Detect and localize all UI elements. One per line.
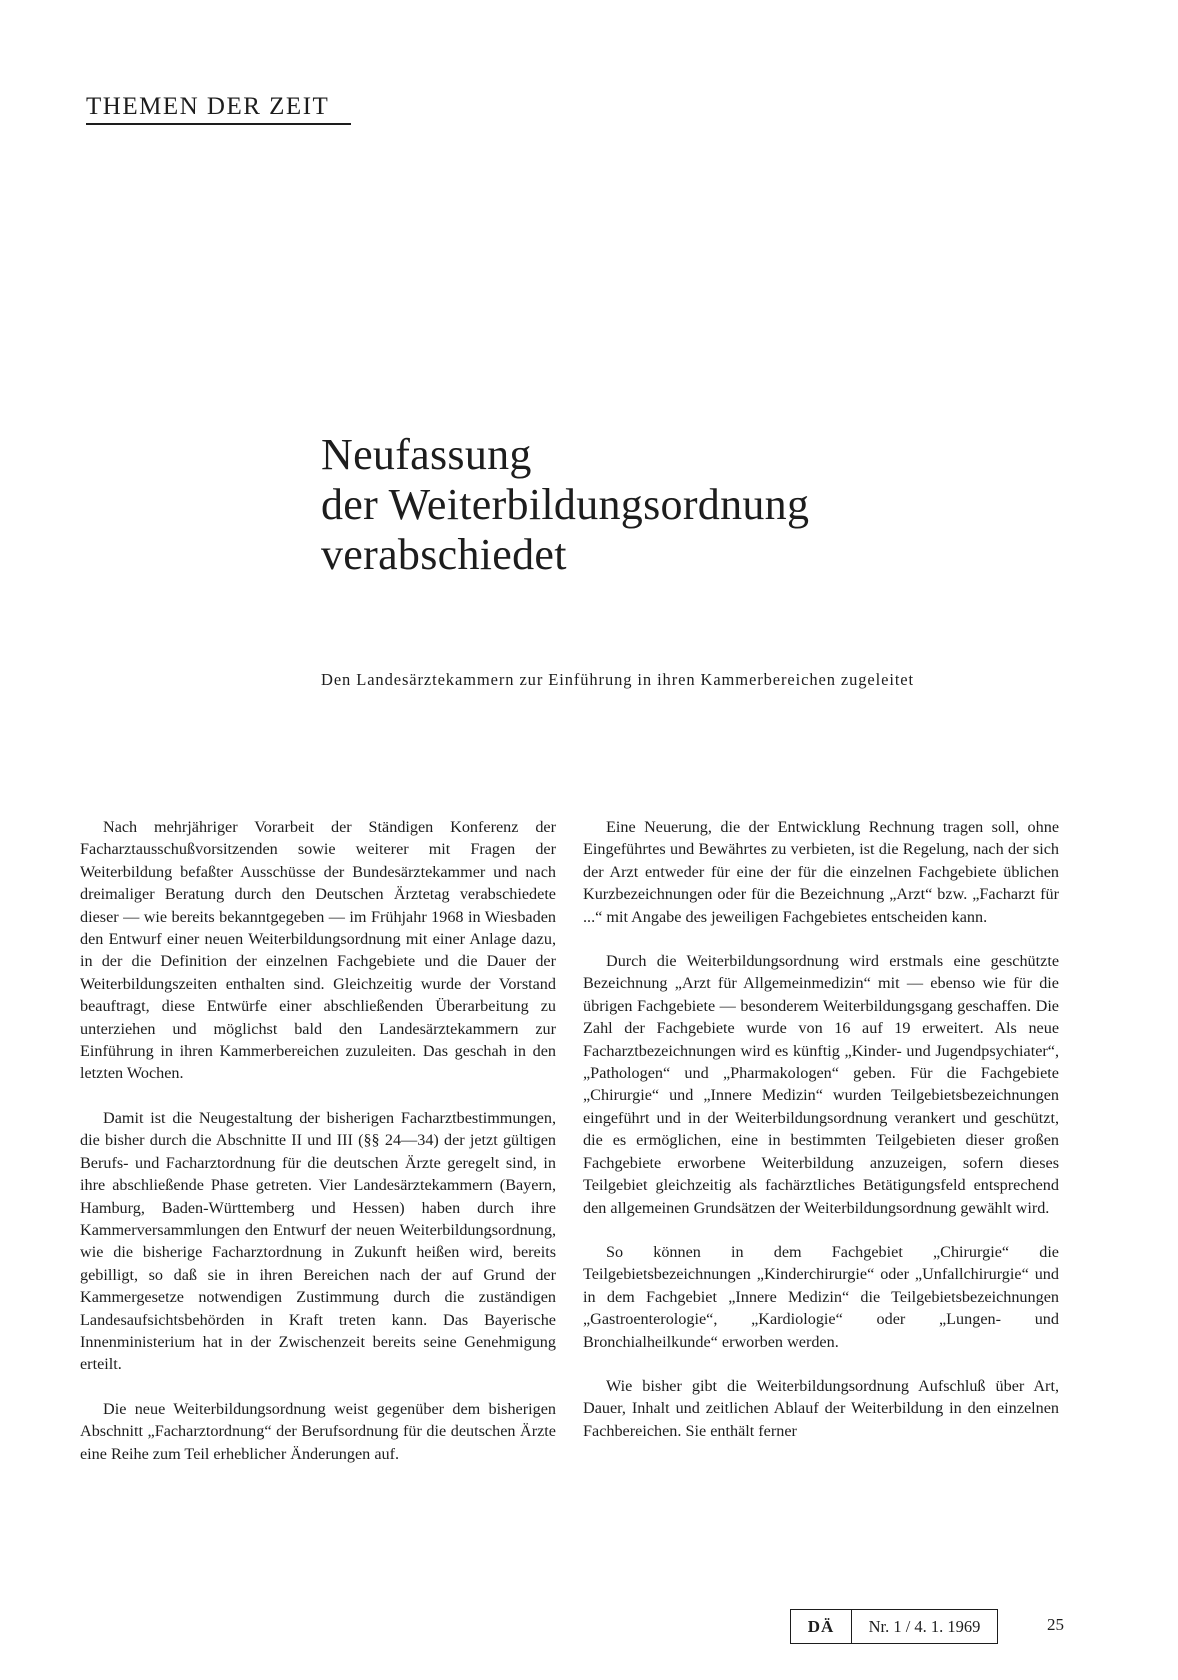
paragraph: Eine Neuerung, die der Entwicklung Rechnung tragen soll, ohne Eingeführtes und Bewährtes zu verbieten, ist die Regelung, nach der sich der Arzt entweder für eine der für die einzelnen Fachgebiete üblichen Kurzbezeichnungen oder für die Bezeichnung „Arzt“ bzw. „Facharzt für ...“ mit Angabe des jeweiligen Fachgebietes entscheiden kann. [583,818,1059,926]
right-column [583,816,1059,1464]
paragraph: Die neue Weiterbildungsordnung weist gegenüber dem bisherigen Abschnitt „Facharztordnung“ der Berufsordnung für die deutschen Ärzte eine Reihe zum Teil erheblicher Änderungen auf. [80,1399,556,1463]
left-column [80,816,556,1487]
paragraph: Damit ist die Neugestaltung der bisherigen Facharztbestimmungen, die bisher durch die Abschnitte II und III (§§ 24—34) der jetzt gültigen Berufs- und Facharztordnung für die deutschen Ärzte geregelt sind, in ihre abschließende Phase getreten. Vier Landesärztekammern (Bayern, Hamburg, Baden-Württemberg und Hessen) haben durch ihre Kammerversammlungen den Entwurf der neuen Weiterbildungsordnung, wie die bisherige Facharztordnung in Zukunft heißen wird, bereits gebilligt, so daß sie in ihren Bereichen nach der auf Grund der Kammergesetze notwendigen Zustimmung durch die zuständigen Landesaufsichtsbehörden in Kraft treten kann. Das Bayerische Innenministerium hat in der Zwischenzeit bereits seine Genehmigung erteilt. [80,1108,556,1374]
title-line: der Weiterbildungsordnung [321,480,810,529]
journal-logo: DÄ [791,1610,852,1643]
issue-number: Nr. 1 / 4. 1. 1969 [868,1616,981,1636]
paragraph: Wie bisher gibt die Weiterbildungsordnung Aufschluß über Art, Dauer, Inhalt und zeitlichen Ablauf der Weiterbildung in den einzelnen Fachbereichen. Sie enthält ferner [583,1376,1059,1440]
paragraph: Durch die Weiterbildungsordnung wird erstmals eine geschützte Bezeichnung „Arzt für Allgemeinmedizin“ mit — ebenso wie für die übrigen Fachgebiete — besonderem Weiterbildungsgang geschaffen. Die Zahl der Fachgebiete wurde von 16 auf 19 erweitert. Als neue Facharztbezeichnungen wird es künftig „Kinder- und Jugendpsychiater“, „Pathologen“ und „Pharmakologen“ geben. Für die Fachgebiete „Chirurgie“ und „Innere Medizin“ wurden Teilgebietsbezeichnungen eingeführt und in der Weiterbildungsordnung verankert und geschützt, die es ermöglichen, eine in bestimmten Teilgebieten dieser großen Fachgebiete erworbene Weiterbildung anzuzeigen, sofern dieses Teilgebiet gleichzeitig als fachärztliches Betätigungsfeld entsprechend den allgemeinen Grundsätzen der Weiterbildungsordnung gewählt wird. [583,952,1059,1217]
journal-issue-box [790,1609,998,1644]
article-subtitle: Den Landesärztekammern zur Einführung in ihren Kammerbereichen zugeleitet [321,670,915,689]
section-label: THEMEN DER ZEIT [86,93,351,125]
paragraph: So können in dem Fachgebiet „Chirurgie“ die Teilgebietsbezeichnungen „Kinderchirurgie“ oder „Unfallchirurgie“ und in dem Fachgebiet „Innere Medizin“ die Teilgebietsbezeichnungen „Gastroenterologie“, „Kardiologie“ oder „Lungen- und Bronchialheilkunde“ erworben werden. [583,1242,1059,1351]
page-number: 25 [1047,1615,1064,1634]
article-title [321,430,809,580]
paragraph: Nach mehrjähriger Vorarbeit der Ständigen Konferenz der Facharztausschußvorsitzenden sowie weiterer mit Fragen der Weiterbildung befaßter Ausschüsse der Bundesärztekammer und nach dreimaliger Beratung durch den Deutschen Ärztetag verabschiedete dieser — wie bereits bekanntgegeben — im Frühjahr 1968 in Wiesbaden den Entwurf einer neuen Weiterbildungsordnung mit einer Anlage dazu, in der die Definition der einzelnen Fachgebiete und die Dauer der Weiterbildungszeiten enthalten sind. Gleichzeitig wurde der Vorstand beauftragt, diese Entwürfe einer abschließenden Überarbeitung zu unterziehen und möglichst bald den Landesärztekammern zur Einführung in ihren Kammerbereichen zuzuleiten. Das geschah in den letzten Wochen. [80,818,556,1083]
title-line: Neufassung [321,430,532,479]
title-line: verabschiedet [321,530,567,579]
